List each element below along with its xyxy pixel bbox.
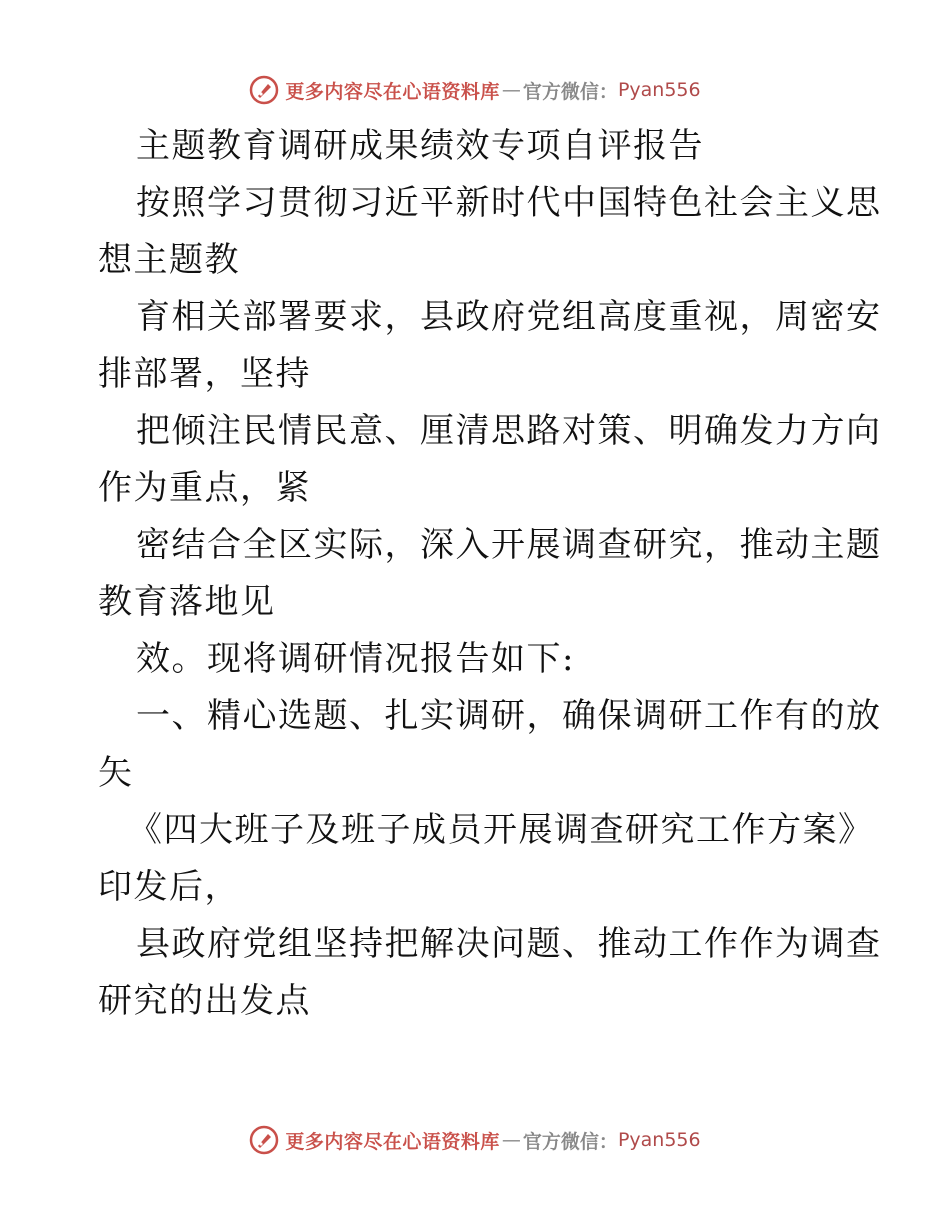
- section-heading-line: 矢: [98, 753, 134, 793]
- watermark-wechat-id: Pyan556: [617, 1129, 701, 1151]
- document-body: [98, 118, 882, 1030]
- footer-watermark: [0, 1120, 950, 1160]
- watermark-separator: —: [501, 79, 521, 101]
- section-heading-line: 一、精心选题、扎实调研，确保调研工作有的放: [136, 696, 882, 736]
- header-watermark: [0, 70, 950, 110]
- paragraph-line: 育相关部署要求，县政府党组高度重视，周密安: [136, 297, 882, 337]
- watermark-wechat-label: 官方微信：: [522, 80, 618, 103]
- document-title: 主题教育调研成果绩效专项自评报告: [136, 126, 704, 166]
- watermark-wechat-id: Pyan556: [617, 79, 701, 101]
- paragraph-line: 效。现将调研情况报告如下:: [136, 639, 575, 679]
- pen-nib-logo-icon: [249, 75, 279, 105]
- paragraph-line: 印发后，: [98, 867, 240, 907]
- paragraph-line: 《四大班子及班子成员开展调查研究工作方案》: [128, 810, 874, 850]
- paragraph-line: 按照学习贯彻习近平新时代中国特色社会主义思: [136, 183, 882, 223]
- paragraph-line: 把倾注民情民意、厘清思路对策、明确发力方向: [136, 411, 882, 451]
- paragraph-line: 教育落地见: [98, 582, 276, 622]
- paragraph-line: 排部署，坚持: [98, 354, 311, 394]
- watermark-separator: —: [501, 1129, 521, 1151]
- watermark-text: 更多内容尽在心语资料库: [285, 1130, 500, 1153]
- paragraph-line: 研究的出发点: [98, 981, 311, 1021]
- paragraph-line: 作为重点，紧: [98, 468, 311, 508]
- pen-nib-logo-icon: [249, 1125, 279, 1155]
- paragraph-line: 想主题教: [98, 240, 240, 280]
- paragraph-line: 密结合全区实际，深入开展调查研究，推动主题: [136, 525, 882, 565]
- watermark-wechat-label: 官方微信：: [522, 1130, 618, 1153]
- watermark-text: 更多内容尽在心语资料库: [285, 80, 500, 103]
- paragraph-line: 县政府党组坚持把解决问题、推动工作作为调查: [136, 924, 882, 964]
